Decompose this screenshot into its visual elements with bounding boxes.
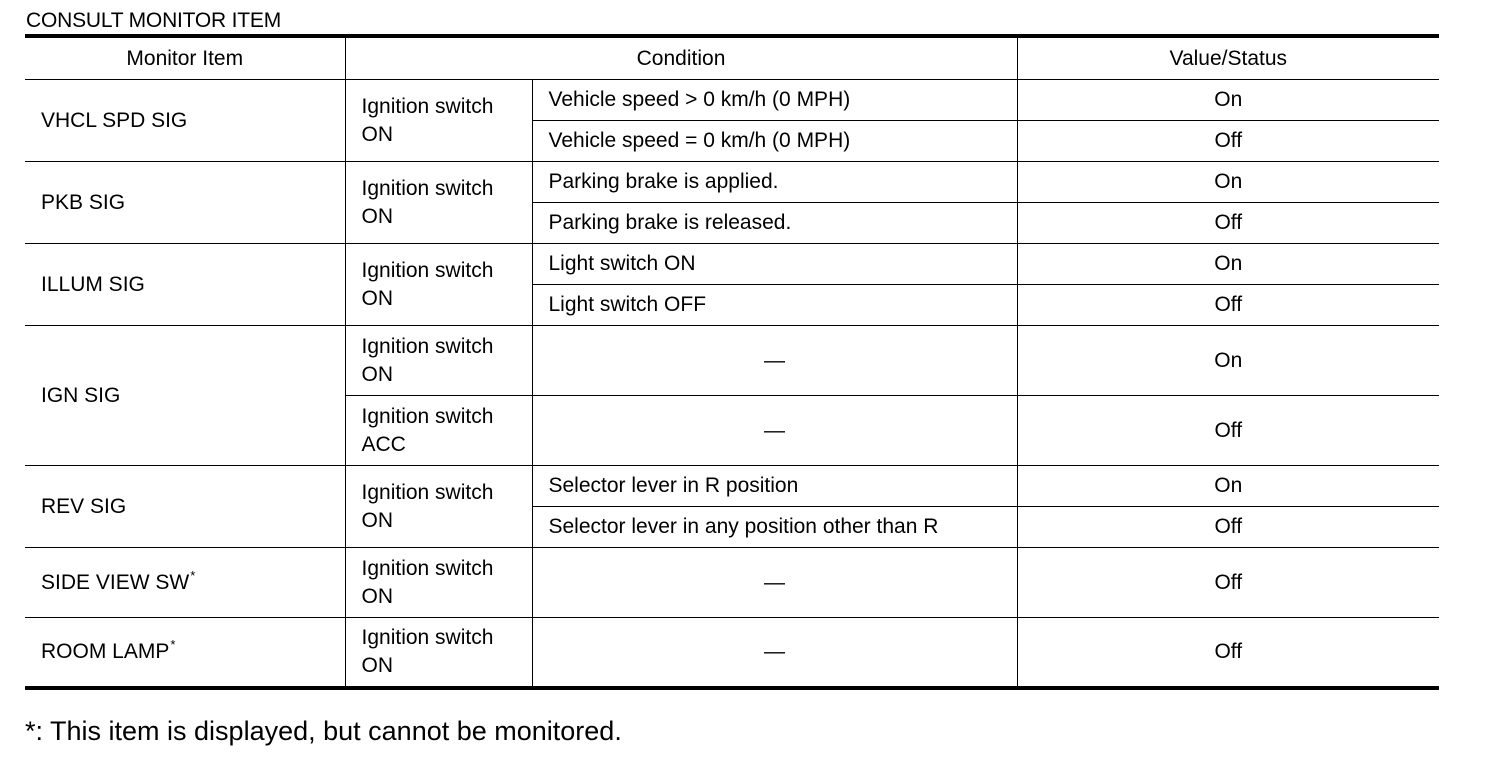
footnote-marker: * (170, 636, 176, 652)
monitor-item-cell: VHCL SPD SIG (25, 80, 345, 162)
value-cell: On (1017, 326, 1439, 396)
header-condition: Condition (345, 36, 1017, 80)
ignition-label: Ignition switch (361, 625, 494, 649)
section-title: CONSULT MONITOR ITEM (26, 9, 282, 32)
table-row (25, 162, 1439, 203)
value-cell: On (1017, 80, 1439, 121)
ignition-state: ON (361, 122, 393, 146)
value-cell: Off (1017, 618, 1439, 688)
ignition-cell (345, 618, 532, 688)
condition-cell: — (532, 548, 1017, 618)
ignition-cell (345, 548, 532, 618)
table-row (25, 548, 1439, 618)
table-row (25, 618, 1439, 688)
table-row (25, 80, 1439, 121)
ignition-label: Ignition switch (361, 176, 494, 200)
monitor-item-cell: IGN SIG (25, 326, 345, 466)
monitor-item-cell: REV SIG (25, 466, 345, 548)
monitor-item-cell: PKB SIG (25, 162, 345, 244)
ignition-cell (345, 80, 532, 162)
condition-cell: — (532, 326, 1017, 396)
ignition-state: ON (361, 204, 393, 228)
condition-cell: — (532, 618, 1017, 688)
condition-cell: Selector lever in any position other than R (532, 507, 1017, 548)
table-row (25, 466, 1439, 507)
header-value-status: Value/Status (1017, 36, 1439, 80)
table-row (25, 244, 1439, 285)
footnote-marker: * (190, 567, 196, 583)
ignition-label: Ignition switch (361, 334, 494, 358)
footnote-text: *: This item is displayed, but cannot be monitored. (25, 716, 622, 746)
value-cell: Off (1017, 285, 1439, 326)
ignition-cell (345, 244, 532, 326)
monitor-item-cell: ILLUM SIG (25, 244, 345, 326)
condition-cell: Parking brake is released. (532, 203, 1017, 244)
value-cell: Off (1017, 203, 1439, 244)
monitor-item-cell (25, 548, 345, 618)
ignition-state: ON (361, 362, 393, 386)
ignition-state: ON (361, 584, 393, 608)
consult-monitor-table (25, 34, 1439, 690)
value-cell: On (1017, 466, 1439, 507)
condition-cell: Light switch ON (532, 244, 1017, 285)
monitor-item-cell (25, 618, 345, 688)
ignition-label: Ignition switch (361, 480, 494, 504)
value-cell: Off (1017, 121, 1439, 162)
ignition-label: Ignition switch (361, 556, 494, 580)
value-cell: Off (1017, 507, 1439, 548)
ignition-cell (345, 396, 532, 466)
value-cell: Off (1017, 548, 1439, 618)
header-monitor-item: Monitor Item (25, 36, 345, 80)
table-row (25, 326, 1439, 396)
condition-cell: — (532, 396, 1017, 466)
condition-cell: Light switch OFF (532, 285, 1017, 326)
condition-cell: Vehicle speed > 0 km/h (0 MPH) (532, 80, 1017, 121)
ignition-label: Ignition switch (361, 94, 494, 118)
value-cell: Off (1017, 396, 1439, 466)
monitor-item-label: SIDE VIEW SW (41, 570, 190, 594)
ignition-state: ON (361, 508, 393, 532)
condition-cell: Parking brake is applied. (532, 162, 1017, 203)
ignition-state: ACC (361, 432, 406, 456)
ignition-cell (345, 326, 532, 396)
ignition-cell (345, 162, 532, 244)
monitor-item-label: ROOM LAMP (41, 639, 170, 663)
ignition-label: Ignition switch (361, 258, 494, 282)
ignition-label: Ignition switch (361, 404, 494, 428)
value-cell: On (1017, 244, 1439, 285)
ignition-state: ON (361, 653, 393, 677)
value-cell: On (1017, 162, 1439, 203)
condition-cell: Vehicle speed = 0 km/h (0 MPH) (532, 121, 1017, 162)
condition-cell: Selector lever in R position (532, 466, 1017, 507)
ignition-state: ON (361, 286, 393, 310)
ignition-cell (345, 466, 532, 548)
header-row (25, 36, 1439, 80)
